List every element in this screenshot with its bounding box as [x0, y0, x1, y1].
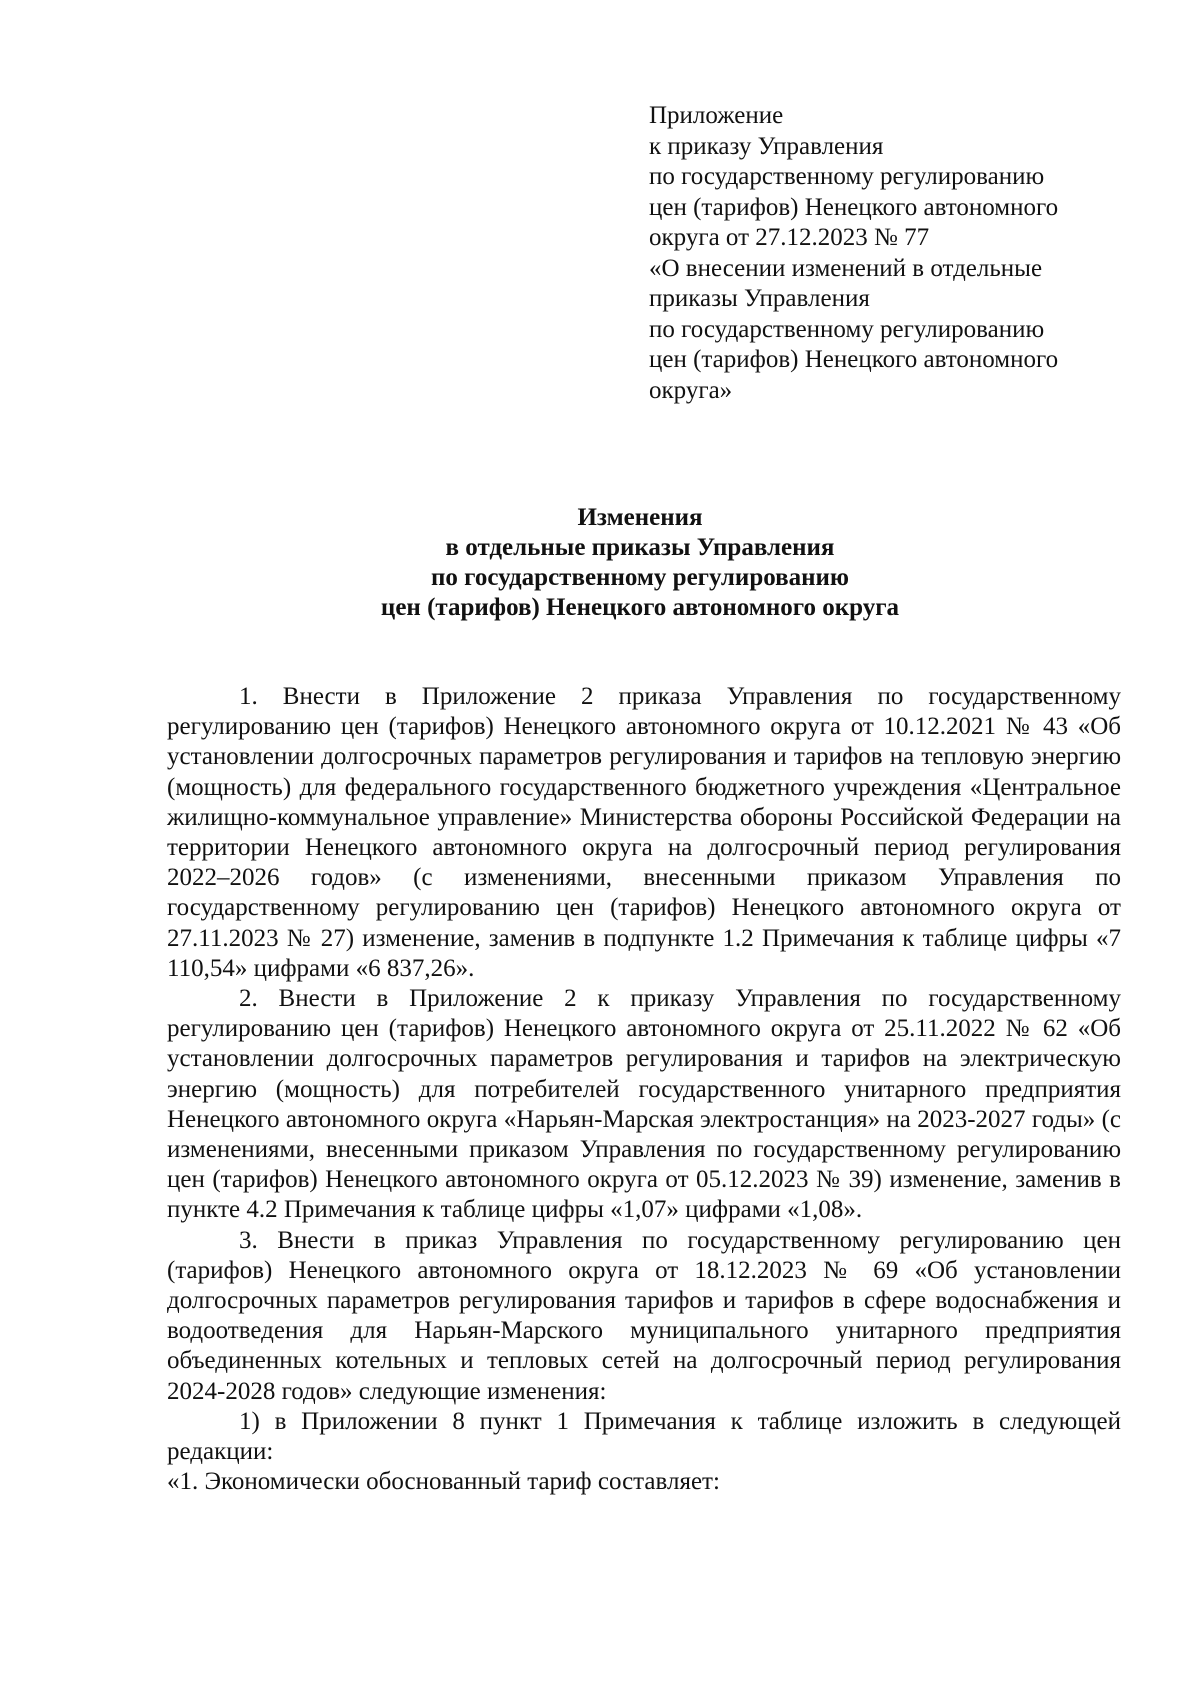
document-title — [160, 503, 1120, 623]
body-paragraph-3: 3. Внести в приказ Управления по государственному регулированию цен (тарифов) Ненецкого автономного округа от 18.12.2023 № 69 «Об установлении долгосрочных параметров регулирования тарифов и тарифов в сфере водоснабжения и водоотведения для Нарьян-Марского муниципального унитарного предприятия объединенных котельных и тепловых сетей на долгосрочный период регулирования 2024-2028 годов» следующие изменения: — [167, 1226, 1121, 1405]
title-line: в отдельные приказы Управления — [445, 534, 835, 561]
appendix-line: по государственному регулированию — [649, 163, 1045, 190]
appendix-line: по государственному регулированию — [649, 315, 1045, 343]
body-paragraph-2: 2. Внести в Приложение 2 к приказу Управления по государственному регулированию цен (тарифов) Ненецкого автономного округа от 25.11.2022 № 62 «Об установлении долгосрочных параметров регулирования и тарифов на электрическую энергию (мощность) для потребителей государственного унитарного предприятия Ненецкого автономного округа «Нарьян-Марская электростанция» на 2023-2027 годы» (с изменениями, внесенными приказом Управления по государственному регулированию цен (тарифов) Ненецкого автономного округа от 05.12.2023 № 39) изменение, заменив в пункте 4.2 Примечания к таблице цифры «1,07» цифрами «1,08». — [167, 985, 1121, 1224]
appendix-line: цен (тарифов) Ненецкого автономного — [649, 346, 1059, 373]
appendix-line: Приложение — [649, 102, 784, 129]
document-body — [167, 682, 1121, 1497]
appendix-header — [649, 101, 1129, 406]
appendix-line: округа» — [649, 376, 733, 404]
appendix-line: цен (тарифов) Ненецкого автономного — [649, 193, 1059, 221]
title-line: Изменения — [577, 504, 703, 531]
appendix-line: округа от 27.12.2023 № 77 — [649, 224, 930, 251]
appendix-line: приказы Управления — [649, 285, 870, 312]
appendix-line: «О внесении изменений в отдельные — [649, 254, 1043, 282]
appendix-line: к приказу Управления — [649, 132, 884, 160]
body-paragraph-5: «1. Экономически обоснованный тариф составляет: — [167, 1468, 720, 1496]
body-paragraph-1: 1. Внести в Приложение 2 приказа Управления по государственному регулированию цен (тарифов) Ненецкого автономного округа от 10.12.2021 № 43 «Об установлении долгосрочных параметров регулирования и тарифов на тепловую энергию (мощность) для федерального государственного бюджетного учреждения «Центральное жилищно-коммунальное управление» Министерства обороны Российской Федерации на территории Ненецкого автономного округа на долгосрочный период регулирования 2022–2026 годов» (с изменениями, внесенными приказом Управления по государственному регулированию цен (тарифов) Ненецкого автономного округа от 27.11.2023 № 27) изменение, заменив в подпункте 1.2 Примечания к таблице цифры «7 110,54» цифрами «6 837,26». — [167, 683, 1121, 982]
title-line: по государственному регулированию — [430, 564, 850, 591]
body-paragraph-4: 1) в Приложении 8 пункт 1 Примечания к таблице изложить в следующей редакции: — [167, 1407, 1121, 1466]
title-line: цен (тарифов) Ненецкого автономного округа — [380, 594, 900, 621]
